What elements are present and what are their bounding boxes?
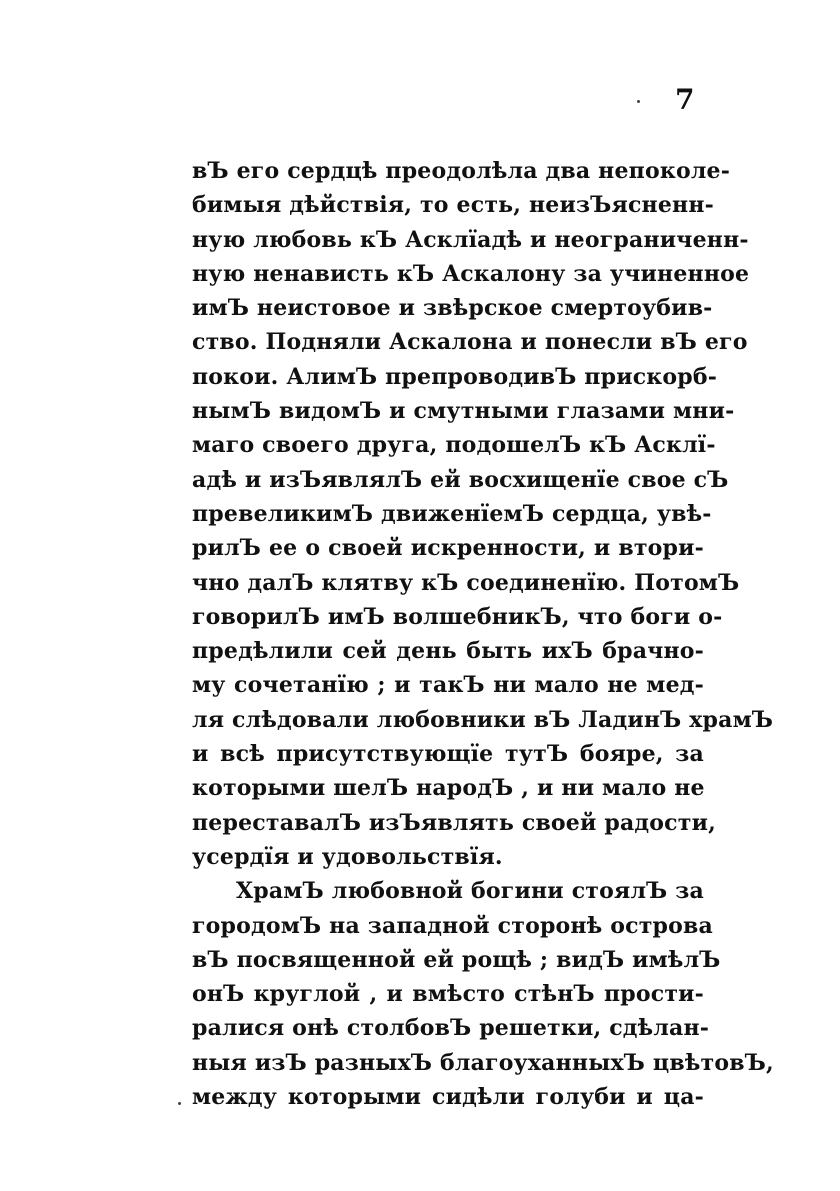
text-line: предѣлили сей день быть ихЪ брачно- xyxy=(192,638,704,665)
text-line: которыми шелЪ народЪ , и ни мало не xyxy=(192,775,705,802)
page-number: 7 xyxy=(675,83,695,116)
text-line: му сочетанїю ; и такЪ ни мало не мед- xyxy=(192,672,704,699)
text-line: ство. Подняли Аскалона и понесли вЪ его xyxy=(192,329,748,356)
body-text xyxy=(192,154,774,1114)
text-line: переставалЪ изЪявлять своей радости, xyxy=(192,809,716,836)
text-line: бимыя дѣйствія, то есть, неизЪясненн- xyxy=(192,192,714,219)
text-line: вЪ его сердцѣ преодолѣла два непоколе- xyxy=(192,158,731,184)
text-line: адѣ и изЪявлялЪ ей восхищенїе свое сЪ xyxy=(192,466,729,493)
text-line: чно далЪ клятву кЪ соединенїю. ПотомЪ xyxy=(192,569,740,596)
text-line: ныя изЪ разныхЪ благоуханныхЪ цвѣтовЪ, xyxy=(192,1049,774,1076)
text-line: рилЪ ее о своей искренности, и втори- xyxy=(192,535,704,562)
text-line: превеликимЪ движенїемЪ сердца, увѣ- xyxy=(192,500,712,527)
text-line: и всѣ присутствующїе тутЪ бояре, за xyxy=(192,741,704,768)
print-speck xyxy=(637,100,640,103)
print-speck xyxy=(178,1102,181,1105)
text-line: маго своего друга, подошелЪ кЪ Асклї- xyxy=(192,432,716,459)
text-line: ралися онѣ столбовЪ решетки, сдѣлан- xyxy=(192,1015,710,1042)
text-line: городомЪ на западной сторонѣ острова xyxy=(192,912,713,939)
paragraph-end-line: усердїя и удовольствїя. xyxy=(192,843,503,870)
text-line: ля слѣдовали любовники вЪ ЛадинЪ храмЪ xyxy=(192,706,774,733)
text-line: онЪ круглой , и вмѣсто стѣнЪ прости- xyxy=(192,981,704,1008)
text-line: покои. АлимЪ препроводивЪ прискорб- xyxy=(192,363,718,390)
text-line: говорилЪ имЪ волшебникЪ, что боги о- xyxy=(192,603,723,630)
text-line: вЪ посвященной ей рощѣ ; видЪ имѣлЪ xyxy=(192,946,721,973)
text-line: имЪ неистовое и звѣрское смертоубив- xyxy=(192,295,713,322)
text-line: нымЪ видомЪ и смутными глазами мни- xyxy=(192,398,735,425)
paragraph-start-line: ХрамЪ любовной богини стоялЪ за xyxy=(236,878,704,905)
text-line: ную ненависть кЪ Аскалону за учиненное xyxy=(192,260,750,287)
text-line: ную любовь кЪ Асклїадѣ и неограниченн- xyxy=(192,226,749,253)
text-line: между которыми сидѣли голуби и ца- xyxy=(192,1084,704,1111)
